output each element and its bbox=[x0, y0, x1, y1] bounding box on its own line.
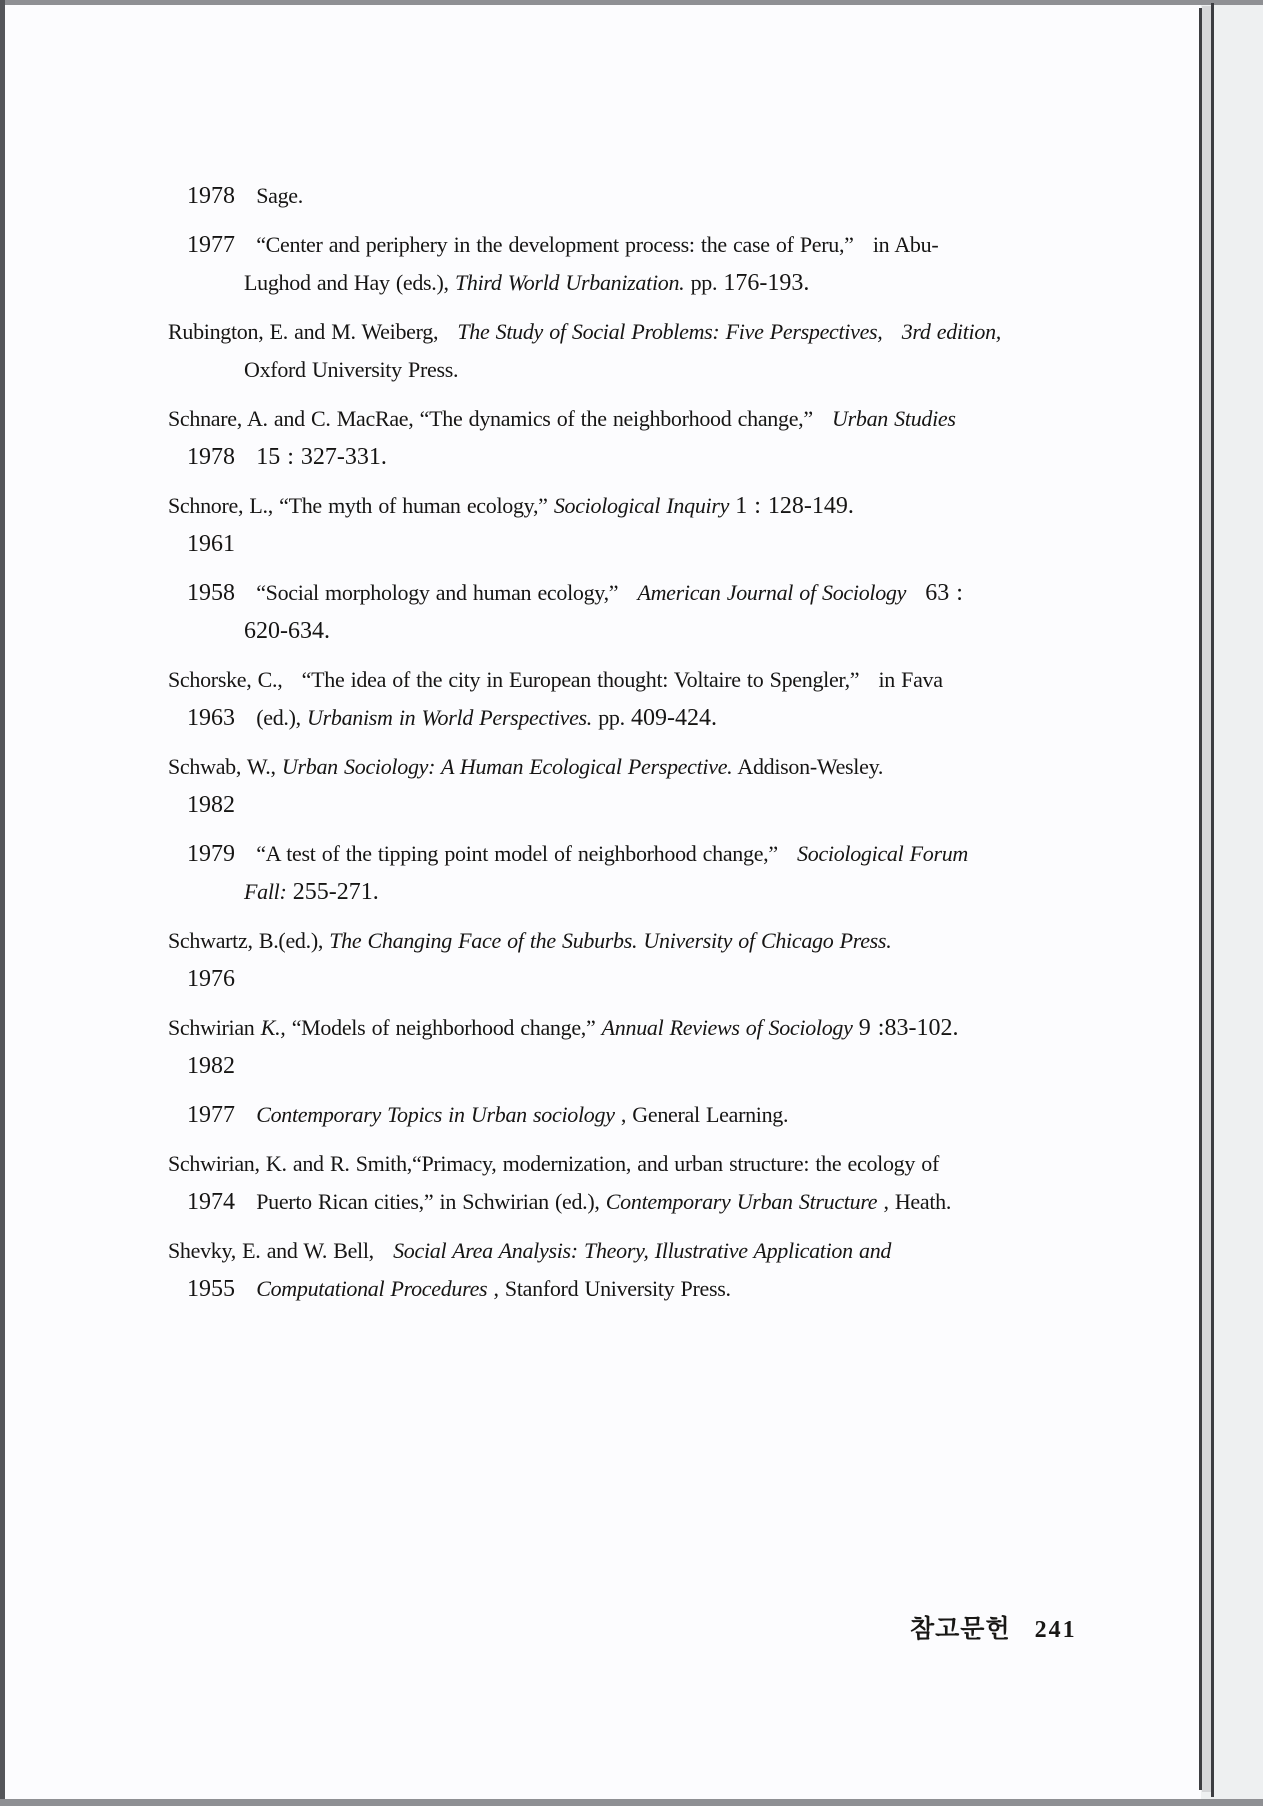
title-text-run: Computational Procedures bbox=[256, 1276, 488, 1301]
year-text-run: 1978 bbox=[187, 183, 235, 209]
reference-line bbox=[187, 786, 1048, 824]
reference-line bbox=[168, 1009, 1048, 1047]
reference-line bbox=[187, 177, 1048, 215]
reference-entry bbox=[168, 1232, 1048, 1308]
title-text-run: Contemporary Urban Structure bbox=[605, 1189, 878, 1214]
reference-line bbox=[187, 835, 1048, 873]
reference-line bbox=[244, 351, 1048, 389]
title-text-run: Annual Reviews of Sociology bbox=[601, 1015, 853, 1040]
reference-line bbox=[187, 699, 1048, 737]
year-text-run: 1958 bbox=[187, 580, 235, 606]
reference-line bbox=[187, 438, 1048, 476]
text-run: Lughod and Hay (eds.), bbox=[244, 270, 449, 295]
text-run: Sage. bbox=[256, 183, 303, 208]
reference-line bbox=[168, 1145, 1048, 1183]
reference-entry bbox=[168, 226, 1048, 302]
year-text-run: 1979 bbox=[187, 841, 235, 867]
footer-page-number: 241 bbox=[1034, 1617, 1077, 1643]
text-run: 1 : 128-149. bbox=[735, 493, 854, 519]
text-run: Oxford University Press. bbox=[244, 357, 459, 382]
year-text-run: 1974 bbox=[187, 1189, 235, 1215]
text-run: 176-193. bbox=[723, 270, 810, 296]
reference-line bbox=[187, 1183, 1048, 1221]
text-run: Puerto Rican cities,” in Schwirian (ed.), bbox=[256, 1189, 600, 1214]
reference-line bbox=[187, 1096, 1048, 1134]
title-text-run: Urban Sociology: A Human Ecological Perspective. bbox=[281, 754, 733, 779]
text-run: 63 : bbox=[925, 580, 963, 606]
text-run: pp. bbox=[598, 705, 625, 730]
title-text-run: Sociological Inquiry bbox=[553, 493, 730, 518]
reference-line bbox=[168, 922, 1048, 960]
reference-entry bbox=[168, 313, 1048, 389]
reference-line bbox=[187, 525, 1048, 563]
reference-entry bbox=[168, 1009, 1048, 1085]
references-list bbox=[168, 177, 1048, 1319]
text-run: Schorske, C., bbox=[168, 667, 283, 692]
reference-line bbox=[244, 612, 1048, 650]
year-text-run: 1955 bbox=[187, 1276, 235, 1302]
text-run: Schnore, L., “The myth of human ecology,” bbox=[168, 493, 548, 518]
reference-line bbox=[168, 400, 1048, 438]
text-run: Schwirian, K. and R. Smith,“Primacy, modernization, and urban structure: the ecology of bbox=[168, 1151, 940, 1176]
reference-entry bbox=[168, 922, 1048, 998]
reference-entry bbox=[168, 1096, 1048, 1134]
text-run: Schwirian bbox=[168, 1015, 255, 1040]
title-text-run: Fall: bbox=[244, 879, 287, 904]
reference-entry bbox=[168, 661, 1048, 737]
reference-line bbox=[187, 574, 1048, 612]
title-text-run: Urbanism in World Perspectives. bbox=[307, 705, 593, 730]
text-run: 620-634. bbox=[244, 618, 330, 644]
text-run: “Center and periphery in the development process: the case of Peru,” bbox=[256, 232, 854, 257]
book-page bbox=[5, 5, 1201, 1799]
reference-line bbox=[187, 1047, 1048, 1085]
reference-line bbox=[187, 1270, 1048, 1308]
reference-entry bbox=[168, 1145, 1048, 1221]
text-run: Schwartz, B.(ed.), bbox=[168, 928, 324, 953]
year-text-run: 1978 bbox=[187, 444, 235, 470]
title-text-run: Urban Studies bbox=[832, 406, 956, 431]
title-text-run: Third World Urbanization. bbox=[454, 270, 685, 295]
reference-line bbox=[187, 226, 1048, 264]
text-run: 255-271. bbox=[292, 879, 379, 905]
title-text-run: Sociological Forum bbox=[797, 841, 969, 866]
year-text-run: 1961 bbox=[187, 531, 235, 557]
title-text-run: 3rd edition, bbox=[901, 319, 1001, 344]
reference-entry bbox=[168, 177, 1048, 215]
page-footer bbox=[910, 1609, 1077, 1645]
text-run: in Fava bbox=[878, 667, 943, 692]
page-edge-strip bbox=[1202, 6, 1211, 1792]
title-text-run: Social Area Analysis: Theory, Illustrative Application and bbox=[393, 1238, 892, 1263]
text-run: “A test of the tipping point model of neighborhood change,” bbox=[256, 841, 778, 866]
year-text-run: 1977 bbox=[187, 1102, 235, 1128]
text-run: pp. bbox=[690, 270, 718, 295]
text-run: 15 : 327-331. bbox=[256, 444, 387, 470]
year-text-run: 1976 bbox=[187, 966, 235, 992]
year-text-run: 1977 bbox=[187, 232, 235, 258]
title-text-run: K., bbox=[260, 1015, 286, 1040]
scan-frame-bottom bbox=[0, 1799, 1263, 1806]
title-text-run: Contemporary Topics in Urban sociology bbox=[256, 1102, 615, 1127]
text-run: “The dynamics of the neighborhood change,” bbox=[419, 406, 813, 431]
reference-line bbox=[244, 264, 1048, 302]
text-run: Rubington, E. and M. Weiberg, bbox=[168, 319, 439, 344]
text-run: Schwab, W., bbox=[168, 754, 276, 779]
reference-entry bbox=[168, 748, 1048, 824]
year-text-run: 1982 bbox=[187, 1053, 235, 1079]
text-run: 9 :83-102. bbox=[858, 1015, 959, 1041]
reference-entry bbox=[168, 835, 1048, 911]
reference-entry bbox=[168, 574, 1048, 650]
text-run: , Stanford University Press. bbox=[493, 1276, 731, 1301]
reference-line bbox=[168, 748, 1048, 786]
footer-section-label: 참고문헌 bbox=[910, 1614, 1011, 1643]
text-run: “Models of neighborhood change,” bbox=[291, 1015, 596, 1040]
text-run: 409-424. bbox=[631, 705, 718, 731]
reference-entry bbox=[168, 400, 1048, 476]
year-text-run: 1963 bbox=[187, 705, 235, 731]
year-text-run: 1982 bbox=[187, 792, 235, 818]
page-edge-outer-line bbox=[1211, 3, 1214, 1797]
text-run: (ed.), bbox=[256, 705, 301, 730]
reference-line bbox=[168, 313, 1048, 351]
title-text-run: The Changing Face of the Suburbs. University of Chicago Press. bbox=[329, 928, 892, 953]
title-text-run: American Journal of Sociology bbox=[637, 580, 907, 605]
reference-entry bbox=[168, 487, 1048, 563]
reference-line bbox=[168, 661, 1048, 699]
reference-line bbox=[168, 487, 1048, 525]
title-text-run: The Study of Social Problems: Five Perspectives, bbox=[457, 319, 883, 344]
text-run: in Abu- bbox=[872, 232, 939, 257]
text-run: , General Learning. bbox=[620, 1102, 789, 1127]
text-run: , Heath. bbox=[883, 1189, 952, 1214]
text-run: “The idea of the city in European thought: Voltaire to Spengler,” bbox=[301, 667, 860, 692]
text-run: “Social morphology and human ecology,” bbox=[256, 580, 619, 605]
text-run: Addison-Wesley. bbox=[737, 754, 884, 779]
text-run: Schnare, A. and C. MacRae, bbox=[168, 406, 414, 431]
text-run: Shevky, E. and W. Bell, bbox=[168, 1238, 374, 1263]
reference-line bbox=[168, 1232, 1048, 1270]
reference-line bbox=[244, 873, 1048, 911]
reference-line bbox=[187, 960, 1048, 998]
